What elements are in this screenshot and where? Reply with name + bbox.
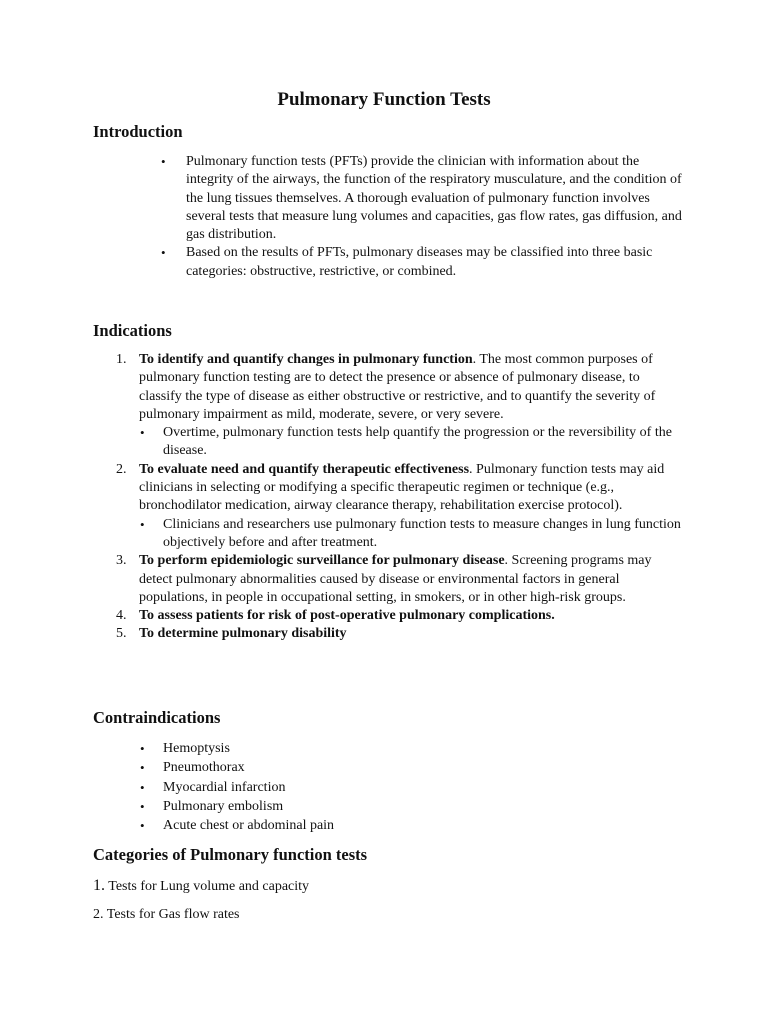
bullet-icon: • bbox=[140, 818, 145, 834]
introduction-heading: Introduction bbox=[93, 122, 183, 141]
indications-heading: Indications bbox=[93, 321, 172, 340]
list-number: 1. bbox=[93, 877, 105, 894]
list-item bbox=[113, 552, 683, 607]
bullet-icon: • bbox=[140, 516, 145, 532]
list-number: 4. bbox=[116, 608, 127, 624]
introduction-bullets bbox=[162, 153, 682, 281]
list-item bbox=[139, 758, 539, 777]
document-title: Pulmonary Function Tests bbox=[277, 89, 491, 110]
sub-bullet-list bbox=[139, 424, 683, 461]
indication-title: To identify and quantify changes in pulmonary function bbox=[139, 352, 473, 367]
contraindication-text: Pulmonary embolism bbox=[163, 798, 284, 814]
introduction-bullet-text: Pulmonary function tests (PFTs) provide the clinician with information about the integrity of the airways, the function of the respiratory musculature, and the condition of the lung tissues themselves. A thorough evaluation of pulmonary function involves several tests that measure lung volumes and capacities, gas flow rates, gas diffusion, and gas distribution. bbox=[186, 154, 682, 243]
list-item bbox=[139, 739, 539, 758]
contraindication-text: Myocardial infarction bbox=[163, 779, 286, 795]
indications-list bbox=[113, 351, 683, 644]
list-item bbox=[139, 797, 539, 816]
indication-title: To assess patients for risk of post-operative pulmonary complications. bbox=[139, 608, 555, 624]
list-item bbox=[139, 424, 683, 461]
bullet-icon: • bbox=[161, 245, 166, 261]
category-text: Tests for Gas flow rates bbox=[103, 907, 240, 922]
list-number: 2. bbox=[93, 907, 104, 922]
indication-title: To determine pulmonary disability bbox=[139, 626, 347, 642]
list-item bbox=[113, 351, 683, 461]
list-item bbox=[162, 244, 682, 281]
bullet-icon: • bbox=[140, 779, 145, 795]
list-number: 1. bbox=[116, 352, 127, 367]
indication-title: To evaluate need and quantify therapeutic effectiveness bbox=[139, 461, 470, 477]
contraindication-text: Pneumothorax bbox=[163, 760, 245, 776]
list-item bbox=[162, 153, 682, 244]
sub-bullet-list bbox=[139, 516, 683, 553]
list-item bbox=[113, 607, 683, 625]
bullet-icon: • bbox=[140, 425, 145, 441]
list-item bbox=[139, 778, 539, 797]
indication-text: . The most common purposes of pulmonary function testing are to detect the presence or absence of pulmonary disease, to classify the type of disease as either obstructive or restrictive, and to quantify the severity of pulmonary impairment as mild, moderate, severe, or very severe. bbox=[139, 352, 656, 422]
list-item bbox=[113, 461, 683, 552]
bullet-icon: • bbox=[140, 741, 145, 756]
category-text: Tests for Lung volume and capacity bbox=[105, 879, 310, 894]
list-item bbox=[139, 816, 539, 835]
categories-heading: Categories of Pulmonary function tests bbox=[93, 845, 368, 864]
indication-title: To perform epidemiologic surveillance for pulmonary disease bbox=[139, 553, 505, 569]
category-item bbox=[93, 906, 240, 924]
indication-text: . Screening programs may detect pulmonary abnormalities caused by disease or environmental factors in general populations, in people in occupational setting, in smokers, or in other high-risk groups. bbox=[139, 553, 652, 605]
bullet-icon: • bbox=[140, 760, 145, 776]
sub-bullet-text: Clinicians and researchers use pulmonary function tests to measure changes in lung function objectively before and after treatment. bbox=[163, 516, 681, 550]
contraindication-text: Acute chest or abdominal pain bbox=[163, 818, 335, 834]
list-number: 5. bbox=[116, 626, 127, 642]
indication-text: . Pulmonary function tests may aid clinicians in selecting or modifying a specific therapeutic regimen or technique (e.g., bronchodilator medication, airway clearance therapy, rehabilitation exercise protocol). bbox=[139, 461, 665, 514]
sub-bullet-text: Overtime, pulmonary function tests help quantify the progression or the reversibility of the disease. bbox=[163, 425, 672, 459]
contraindication-text: Hemoptysis bbox=[163, 741, 230, 756]
introduction-bullet-text: Based on the results of PFTs, pulmonary diseases may be classified into three basic categories: obstructive, restrictive, or combined. bbox=[186, 245, 653, 279]
bullet-icon: • bbox=[161, 154, 166, 169]
list-number: 3. bbox=[116, 553, 127, 569]
bullet-icon: • bbox=[140, 798, 145, 814]
contraindications-list bbox=[139, 739, 539, 835]
contraindications-heading: Contraindications bbox=[93, 708, 221, 727]
list-number: 2. bbox=[116, 461, 127, 477]
category-item bbox=[93, 877, 309, 896]
list-item bbox=[139, 516, 683, 553]
list-item bbox=[113, 625, 683, 643]
